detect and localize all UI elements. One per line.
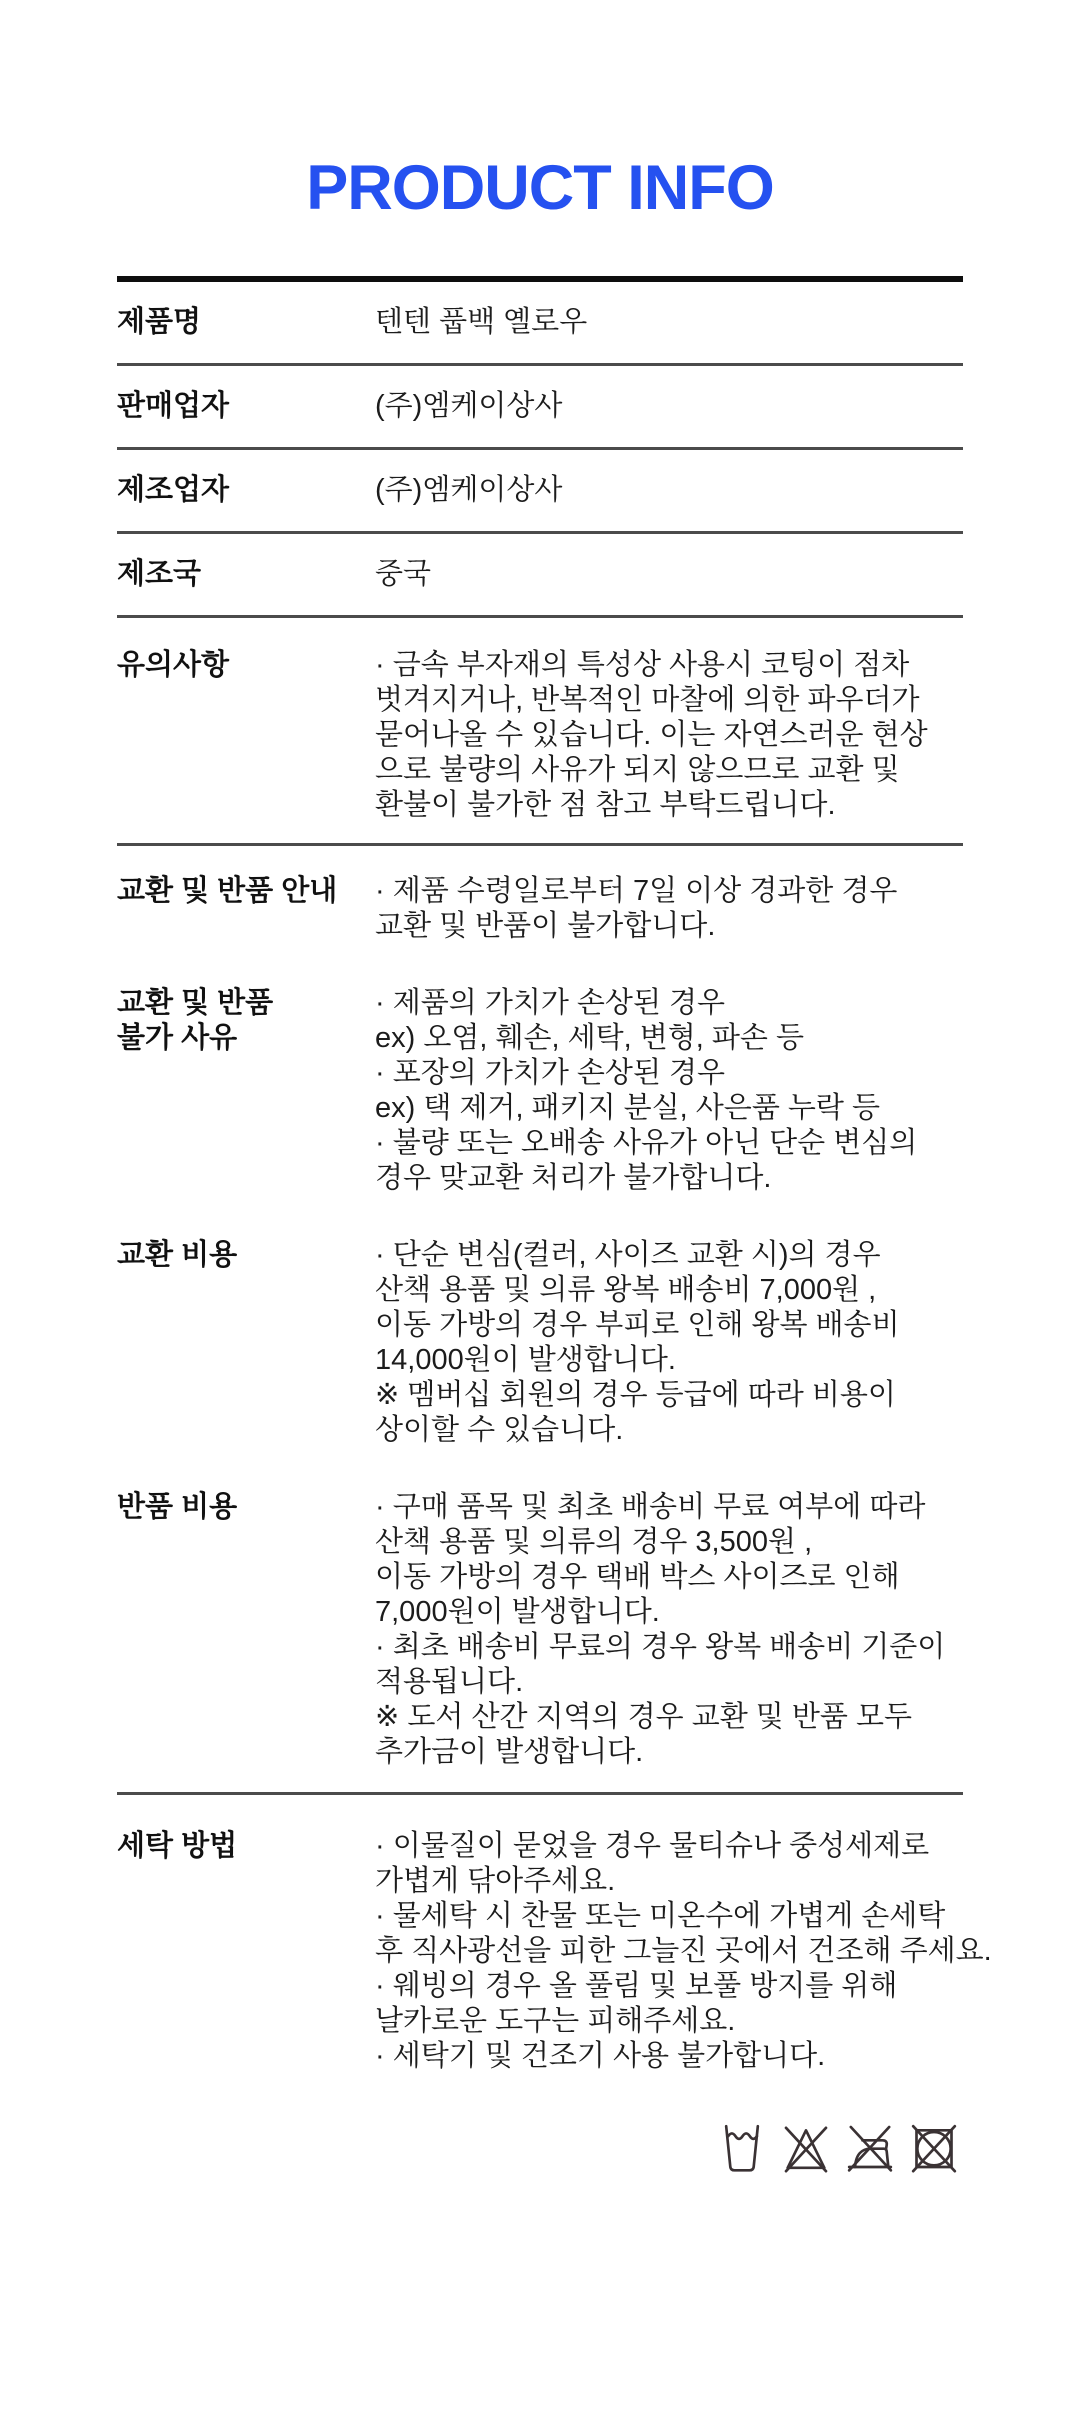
row-value <box>375 389 963 424</box>
text-line: 교환 및 반품이 불가합니다. <box>375 910 716 942</box>
product-info-table <box>117 276 992 2175</box>
text-line: · 금속 부자재의 특성상 사용시 코팅이 점차 <box>375 649 910 681</box>
text-line: 가볍게 닦아주세요. <box>375 1865 616 1897</box>
text-line: ex) 택 제거, 패키지 분실, 사은품 누락 등 <box>375 1092 880 1124</box>
text-line: ex) 오염, 훼손, 세탁, 변형, 파손 등 <box>375 1022 805 1054</box>
row-label <box>117 473 375 508</box>
text-line: 으로 불량의 사유가 되지 않으므로 교환 및 <box>375 754 900 786</box>
row-value <box>375 473 963 508</box>
table-row <box>117 450 963 534</box>
text-line: · 최초 배송비 무료의 경우 왕복 배송비 기준이 <box>375 1631 946 1663</box>
text-line: · 불량 또는 오배송 사유가 아닌 단순 변심의 <box>375 1127 918 1159</box>
row-label-line: 불가 사유 <box>117 1022 238 1054</box>
table-row <box>117 874 963 944</box>
text-line: · 단순 변심(컬러, 사이즈 교환 시)의 경우 <box>375 1239 881 1271</box>
text-line: 이동 가방의 경우 택배 박스 사이즈로 인해 <box>375 1561 900 1593</box>
row-label <box>117 648 375 823</box>
row-label <box>117 305 375 340</box>
table-row <box>117 1829 992 2074</box>
text-line: 벗겨지거나, 반복적인 마찰에 의한 파우더가 <box>375 684 920 716</box>
text-line: (주)엠케이상사 <box>375 390 563 422</box>
text-line: 중국 <box>375 558 432 590</box>
text-line: 산책 용품 및 의류의 경우 3,500원 , <box>375 1526 813 1558</box>
row-value <box>375 874 963 944</box>
table-row <box>117 1238 963 1448</box>
table-row <box>117 366 963 450</box>
text-line: ※ 도서 산간 지역의 경우 교환 및 반품 모두 <box>375 1701 912 1733</box>
text-line: 날카로운 도구는 피해주세요. <box>375 2005 736 2037</box>
row-value <box>375 1490 963 1770</box>
row-label-line: 유의사항 <box>117 649 230 681</box>
text-line: 묻어나올 수 있습니다. 이는 자연스러운 현상 <box>375 719 928 751</box>
table-row <box>117 618 963 846</box>
row-label-line: 판매업자 <box>117 390 230 422</box>
page-title: PRODUCT INFO <box>306 153 774 223</box>
row-label-line: 세탁 방법 <box>117 1830 238 1862</box>
basic-info-rows <box>117 282 963 618</box>
do-not-bleach-icon <box>781 2119 831 2175</box>
row-label <box>117 1829 375 2074</box>
row-value <box>375 1829 992 2074</box>
do-not-tumble-dry-icon <box>909 2119 959 2175</box>
row-label-line: 제조국 <box>117 558 202 590</box>
text-line: 후 직사광선을 피한 그늘진 곳에서 건조해 주세요. <box>375 1935 992 1967</box>
exchange-return-rows <box>117 846 963 1795</box>
page-header <box>117 0 963 223</box>
table-row <box>117 986 963 1196</box>
text-line: · 제품의 가치가 손상된 경우 <box>375 987 726 1019</box>
text-line: · 물세탁 시 찬물 또는 미온수에 가볍게 손세탁 <box>375 1900 946 1932</box>
row-label-line: 교환 및 반품 안내 <box>117 875 338 907</box>
text-line: · 구매 품목 및 최초 배송비 무료 여부에 따라 <box>375 1491 926 1523</box>
wash-basin-icon <box>717 2119 767 2175</box>
row-value <box>375 305 963 340</box>
washing-row-container <box>117 1795 992 2074</box>
row-value <box>375 557 963 592</box>
text-line: 산책 용품 및 의류 왕복 배송비 7,000원 , <box>375 1274 877 1306</box>
text-line: (주)엠케이상사 <box>375 474 563 506</box>
text-line: 이동 가방의 경우 부피로 인해 왕복 배송비 <box>375 1309 900 1341</box>
notice-row-container <box>117 618 963 846</box>
row-label <box>117 874 375 944</box>
row-label-line: 교환 비용 <box>117 1239 238 1271</box>
do-not-iron-icon <box>845 2119 895 2175</box>
text-line: 추가금이 발생합니다. <box>375 1736 644 1768</box>
row-label-line: 반품 비용 <box>117 1491 238 1523</box>
text-line: 경우 맞교환 처리가 불가합니다. <box>375 1162 772 1194</box>
text-line: 환불이 불가한 점 참고 부탁드립니다. <box>375 789 836 821</box>
row-label <box>117 986 375 1196</box>
row-label <box>117 1238 375 1448</box>
text-line: 적용됩니다. <box>375 1666 524 1698</box>
text-line: · 세탁기 및 건조기 사용 불가합니다. <box>375 2040 826 2072</box>
row-label <box>117 389 375 424</box>
row-value <box>375 1238 963 1448</box>
table-row <box>117 1490 963 1770</box>
table-row <box>117 534 963 618</box>
text-line: 14,000원이 발생합니다. <box>375 1344 676 1376</box>
text-line: · 포장의 가치가 손상된 경우 <box>375 1057 726 1089</box>
row-value <box>375 986 963 1196</box>
text-line: 텐텐 풉백 옐로우 <box>375 306 588 338</box>
text-line: ※ 멤버십 회원의 경우 등급에 따라 비용이 <box>375 1379 896 1411</box>
text-line: 상이할 수 있습니다. <box>375 1414 624 1446</box>
row-label-line: 교환 및 반품 <box>117 987 274 1019</box>
row-label <box>117 1490 375 1770</box>
text-line: 7,000원이 발생합니다. <box>375 1596 660 1628</box>
table-row <box>117 282 963 366</box>
text-line: · 웨빙의 경우 올 풀림 및 보풀 방지를 위해 <box>375 1970 898 2002</box>
text-line: · 이물질이 묻었을 경우 물티슈나 중성세제로 <box>375 1830 930 1862</box>
row-label-line: 제조업자 <box>117 474 230 506</box>
row-value <box>375 648 963 823</box>
text-line: · 제품 수령일로부터 7일 이상 경과한 경우 <box>375 875 898 907</box>
row-label-line: 제품명 <box>117 306 202 338</box>
row-label <box>117 557 375 592</box>
care-icons-row <box>117 2119 963 2175</box>
